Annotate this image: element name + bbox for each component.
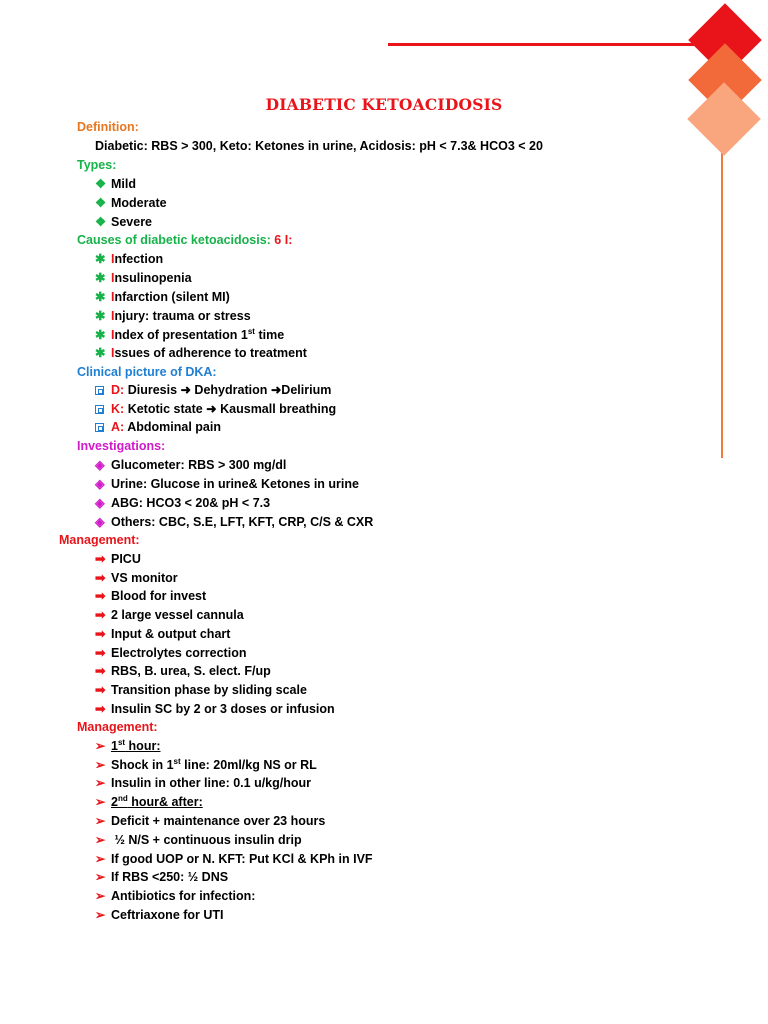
chevron-bullet-icon: ➢ bbox=[95, 889, 106, 903]
list-item: ➡ RBS, B. urea, S. elect. F/up bbox=[95, 664, 271, 678]
list-item: ➡ VS monitor bbox=[95, 571, 178, 585]
list-item: ➢ ½ N/S + continuous insulin drip bbox=[95, 833, 302, 847]
clinical-heading: Clinical picture of DKA: bbox=[77, 365, 217, 379]
list-item: ➢ Antibiotics for infection: bbox=[95, 889, 256, 903]
arrow-bullet-icon: ➡ bbox=[95, 552, 106, 566]
four-dot-bullet-icon: ❖ bbox=[95, 177, 107, 191]
management-heading-2: Management: bbox=[77, 720, 158, 734]
list-item: ➢ 1st hour: bbox=[95, 737, 161, 753]
list-item: D: Diuresis ➜ Dehydration ➜Delirium bbox=[95, 381, 331, 399]
causes-heading: Causes of diabetic ketoacidosis: 6 I: bbox=[77, 233, 293, 247]
chevron-bullet-icon: ➢ bbox=[95, 870, 106, 884]
chevron-bullet-icon: ➢ bbox=[95, 833, 106, 847]
list-item: ◈ ABG: HCO3 < 20& pH < 7.3 bbox=[95, 496, 271, 510]
arrow-bullet-icon: ➡ bbox=[95, 646, 106, 660]
asterisk-bullet-icon: ✱ bbox=[95, 271, 106, 285]
definition-heading: Definition: bbox=[77, 120, 139, 134]
square-bullet-icon bbox=[95, 418, 111, 436]
arrow-bullet-icon: ➡ bbox=[95, 683, 106, 697]
arrow-bullet-icon: ➡ bbox=[95, 627, 106, 641]
asterisk-bullet-icon: ✱ bbox=[95, 252, 106, 266]
list-item: ✱ Injury: trauma or stress bbox=[95, 309, 251, 323]
chevron-bullet-icon: ➢ bbox=[95, 758, 106, 772]
decorative-red-line bbox=[388, 43, 706, 46]
arrow-bullet-icon: ➡ bbox=[95, 589, 106, 603]
list-item: ➡ Insulin SC by 2 or 3 doses or infusion bbox=[95, 702, 335, 716]
list-item: ➡ Input & output chart bbox=[95, 627, 231, 641]
decorative-peach-diamond bbox=[687, 82, 761, 156]
list-item: ➡ Blood for invest bbox=[95, 589, 207, 603]
list-item: ➡ Transition phase by sliding scale bbox=[95, 683, 307, 697]
asterisk-bullet-icon: ✱ bbox=[95, 346, 106, 360]
diamond-bullet-icon: ◈ bbox=[95, 458, 105, 472]
diamond-bullet-icon: ◈ bbox=[95, 477, 105, 491]
asterisk-bullet-icon: ✱ bbox=[95, 309, 106, 323]
list-item: ➢ If good UOP or N. KFT: Put KCl & KPh in IVF bbox=[95, 852, 373, 866]
list-item: ✱ Insulinopenia bbox=[95, 271, 192, 285]
list-item: A: Abdominal pain bbox=[95, 418, 221, 436]
square-bullet-icon bbox=[95, 400, 111, 418]
list-item: K: Ketotic state ➜ Kausmall breathing bbox=[95, 400, 336, 418]
arrow-bullet-icon: ➡ bbox=[95, 608, 106, 622]
asterisk-bullet-icon: ✱ bbox=[95, 328, 106, 342]
list-item: ❖ Mild bbox=[95, 177, 136, 191]
asterisk-bullet-icon: ✱ bbox=[95, 290, 106, 304]
list-item: ➢ Shock in 1st line: 20ml/kg NS or RL bbox=[95, 756, 317, 772]
list-item: ◈ Glucometer: RBS > 300 mg/dl bbox=[95, 458, 287, 472]
list-item: ✱ Issues of adherence to treatment bbox=[95, 346, 307, 360]
definition-text: Diabetic: RBS > 300, Keto: Ketones in urine, Acidosis: pH < 7.3& HCO3 < 20 bbox=[95, 139, 543, 153]
list-item: ◈ Urine: Glucose in urine& Ketones in urine bbox=[95, 477, 359, 491]
list-item: ➢ 2nd hour& after: bbox=[95, 793, 203, 809]
arrow-bullet-icon: ➡ bbox=[95, 664, 106, 678]
chevron-bullet-icon: ➢ bbox=[95, 814, 106, 828]
management-heading: Management: bbox=[59, 533, 140, 547]
types-heading: Types: bbox=[77, 158, 117, 172]
four-dot-bullet-icon: ❖ bbox=[95, 215, 107, 229]
diamond-bullet-icon: ◈ bbox=[95, 515, 105, 529]
list-item: ➡ Electrolytes correction bbox=[95, 646, 247, 660]
chevron-bullet-icon: ➢ bbox=[95, 776, 106, 790]
list-item: ➡ 2 large vessel cannula bbox=[95, 608, 244, 622]
list-item: ➢ If RBS <250: ½ DNS bbox=[95, 870, 229, 884]
diamond-bullet-icon: ◈ bbox=[95, 496, 105, 510]
investigations-heading: Investigations: bbox=[77, 439, 166, 453]
arrow-bullet-icon: ➡ bbox=[95, 702, 106, 716]
list-item: ➢ Insulin in other line: 0.1 u/kg/hour bbox=[95, 776, 312, 790]
chevron-bullet-icon: ➢ bbox=[95, 908, 106, 922]
list-item: ✱ Infarction (silent MI) bbox=[95, 290, 230, 304]
list-item: ✱ Infection bbox=[95, 252, 164, 266]
decorative-orange-line bbox=[721, 150, 723, 458]
list-item: ❖ Severe bbox=[95, 215, 153, 229]
list-item: ❖ Moderate bbox=[95, 196, 167, 210]
list-item: ➢ Deficit + maintenance over 23 hours bbox=[95, 814, 326, 828]
square-bullet-icon bbox=[95, 381, 111, 399]
page-title: DIABETIC KETOACIDOSIS bbox=[265, 95, 503, 114]
arrow-bullet-icon: ➡ bbox=[95, 571, 106, 585]
list-item: ◈ Others: CBC, S.E, LFT, KFT, CRP, C/S & CXR bbox=[95, 515, 374, 529]
list-item: ✱ Index of presentation 1st time bbox=[95, 326, 285, 342]
list-item: ➢ Ceftriaxone for UTI bbox=[95, 908, 224, 922]
chevron-bullet-icon: ➢ bbox=[95, 795, 106, 809]
list-item: ➡ PICU bbox=[95, 552, 141, 566]
chevron-bullet-icon: ➢ bbox=[95, 852, 106, 866]
four-dot-bullet-icon: ❖ bbox=[95, 196, 107, 210]
chevron-bullet-icon: ➢ bbox=[95, 739, 106, 753]
